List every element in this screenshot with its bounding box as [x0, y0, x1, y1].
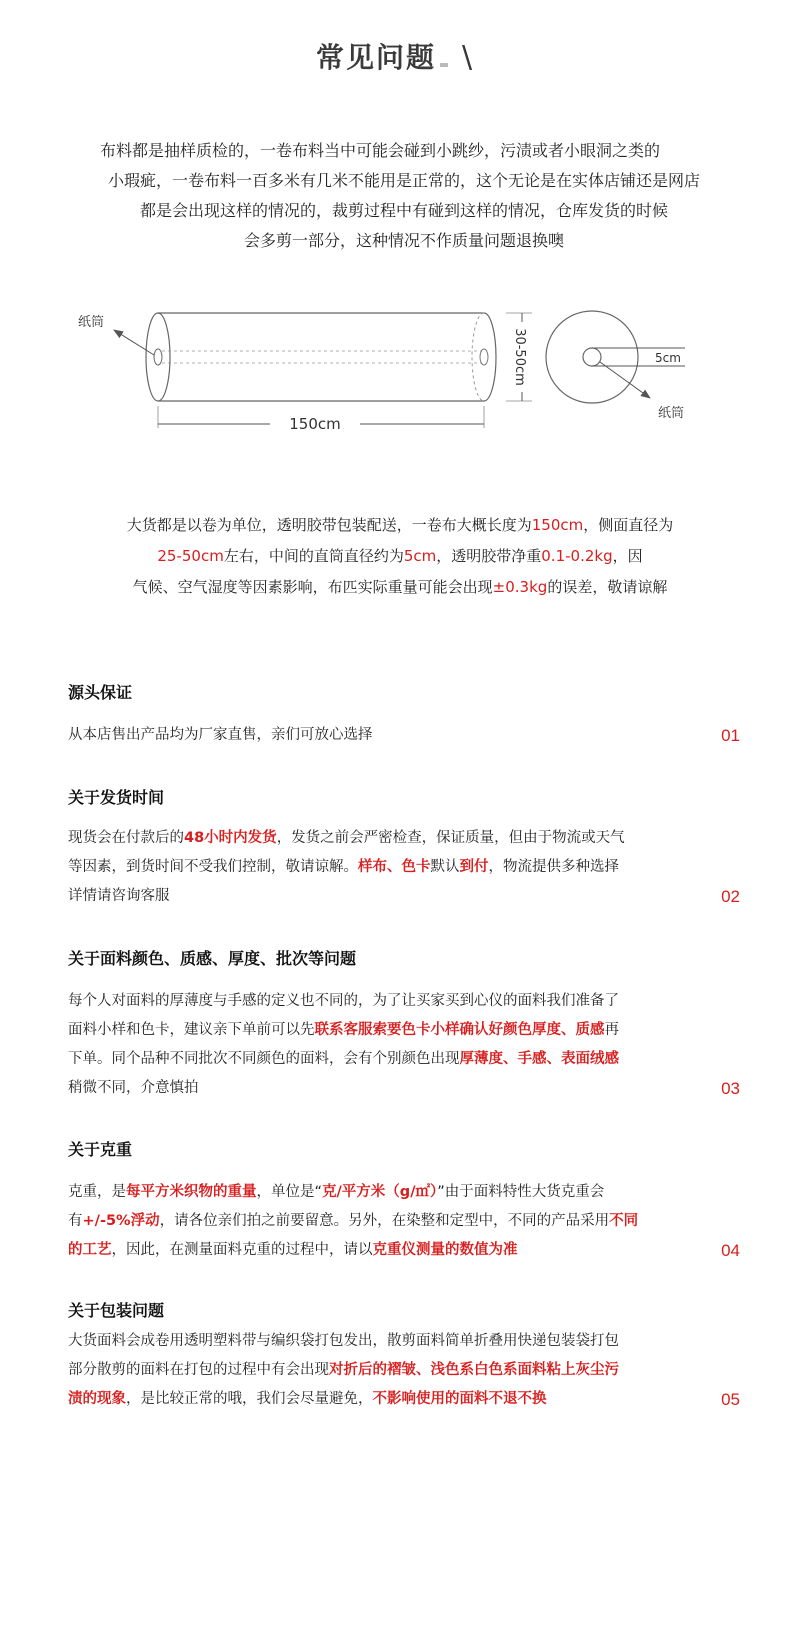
faq-line: 稍微不同，介意慎拍 [68, 1080, 199, 1096]
faq-shipping-time [68, 785, 740, 911]
faq-line: 面料小样和色卡，建议亲下单前可以先联系客服索要色卡小样确认好颜色厚度、质感再 [68, 1022, 619, 1038]
faq-body [68, 987, 740, 1103]
faq-source-guarantee [68, 680, 740, 750]
faq-number: 01 [721, 726, 740, 745]
title-dot-decoration [440, 63, 448, 67]
side-diameter-label: 30-50cm [512, 328, 527, 386]
faq-body [68, 1327, 740, 1414]
core-diameter-label: 5cm [655, 351, 681, 365]
page-title-text: 常见问题 [315, 41, 436, 74]
fabric-roll-diagram [70, 300, 730, 450]
faq-line: 大货面料会成卷用透明塑料带与编织袋打包发出，散剪面料简单折叠用快递包装袋打包 [68, 1333, 619, 1349]
faq-title: 源头保证 [68, 683, 133, 702]
faq-line: 部分散剪的面料在打包的过程中有会出现对折后的褶皱、浅色系白色系面料粘上灰尘污 [68, 1362, 619, 1378]
faq-body [68, 824, 740, 911]
tube-pointer-arrow-right [600, 362, 650, 398]
title-slash-decoration: \ [461, 40, 475, 75]
intro-line: 会多剪一部分，这种情况不作质量问题退换噢 [243, 231, 564, 250]
tube-label-right: 纸筒 [658, 406, 685, 421]
faq-title: 关于发货时间 [68, 788, 165, 807]
faq-line: 的工艺，因此，在测量面料克重的过程中，请以克重仪测量的数值为准 [68, 1242, 518, 1258]
description-line: 大货都是以卷为单位，透明胶带包装配送，一卷布大概长度为150cm，侧面直径为 [126, 516, 674, 534]
faq-title: 关于面料颜色、质感、厚度、批次等问题 [68, 949, 357, 968]
intro-line: 小瑕疵，一卷布料一百多米有几米不能用是正常的，这个无论是在实体店铺还是网店 [107, 171, 700, 190]
faq-title: 关于包装问题 [68, 1301, 165, 1320]
faq-line: 渍的现象，是比较正常的哦，我们会尽量避免，不影响使用的面料不退不换 [68, 1391, 547, 1407]
length-dimension-label: 150cm [289, 415, 341, 433]
roll-side-view [146, 313, 496, 401]
faq-line: 等因素，到货时间不受我们控制，敬请谅解。样布、色卡默认到付，物流提供多种选择 [68, 859, 619, 875]
description-line: 25-50cm左右，中间的直筒直径约为5cm，透明胶带净重0.1-0.2kg，因 [157, 547, 643, 565]
product-description [60, 510, 740, 603]
faq-body [68, 721, 740, 750]
faq-line: 克重，是每平方米织物的重量，单位是“克/平方米（g/㎡）”由于面料特性大货克重会 [68, 1184, 605, 1200]
faq-line: 下单。同个品种不同批次不同颜色的面料，会有个别颜色出现厚薄度、手感、表面绒感 [68, 1051, 619, 1067]
faq-fabric-quality [68, 946, 740, 1103]
faq-packaging [68, 1298, 740, 1414]
page-title [0, 36, 790, 76]
faq-number: 04 [721, 1241, 740, 1260]
faq-line: 现货会在付款后的48小时内发货，发货之前会严密检查，保证质量，但由于物流或天气 [68, 830, 625, 846]
faq-body [68, 1178, 740, 1265]
faq-weight [68, 1137, 740, 1265]
faq-number: 03 [721, 1079, 740, 1098]
faq-number: 05 [721, 1390, 740, 1409]
faq-number: 02 [721, 887, 740, 906]
faq-title: 关于克重 [68, 1140, 133, 1159]
intro-paragraph [64, 136, 744, 256]
intro-line: 布料都是抽样质检的，一卷布料当中可能会碰到小跳纱，污渍或者小眼洞之类的 [100, 141, 661, 160]
intro-line: 都是会出现这样的情况的，裁剪过程中有碰到这样的情况，仓库发货的时候 [139, 201, 668, 220]
faq-line: 每个人对面料的厚薄度与手感的定义也不同的，为了让买家买到心仪的面料我们准备了 [68, 993, 619, 1009]
description-line: 气候、空气湿度等因素影响，布匹实际重量可能会出现±0.3kg的误差，敬请谅解 [132, 578, 668, 596]
faq-line: 从本店售出产品均为厂家直售，亲们可放心选择 [68, 727, 373, 743]
faq-line: 详情请咨询客服 [68, 888, 170, 904]
faq-line: 有+/-5%浮动，请各位亲们拍之前要留意。另外，在染整和定型中，不同的产品采用不同 [68, 1213, 639, 1229]
tube-label-left: 纸筒 [78, 315, 105, 330]
